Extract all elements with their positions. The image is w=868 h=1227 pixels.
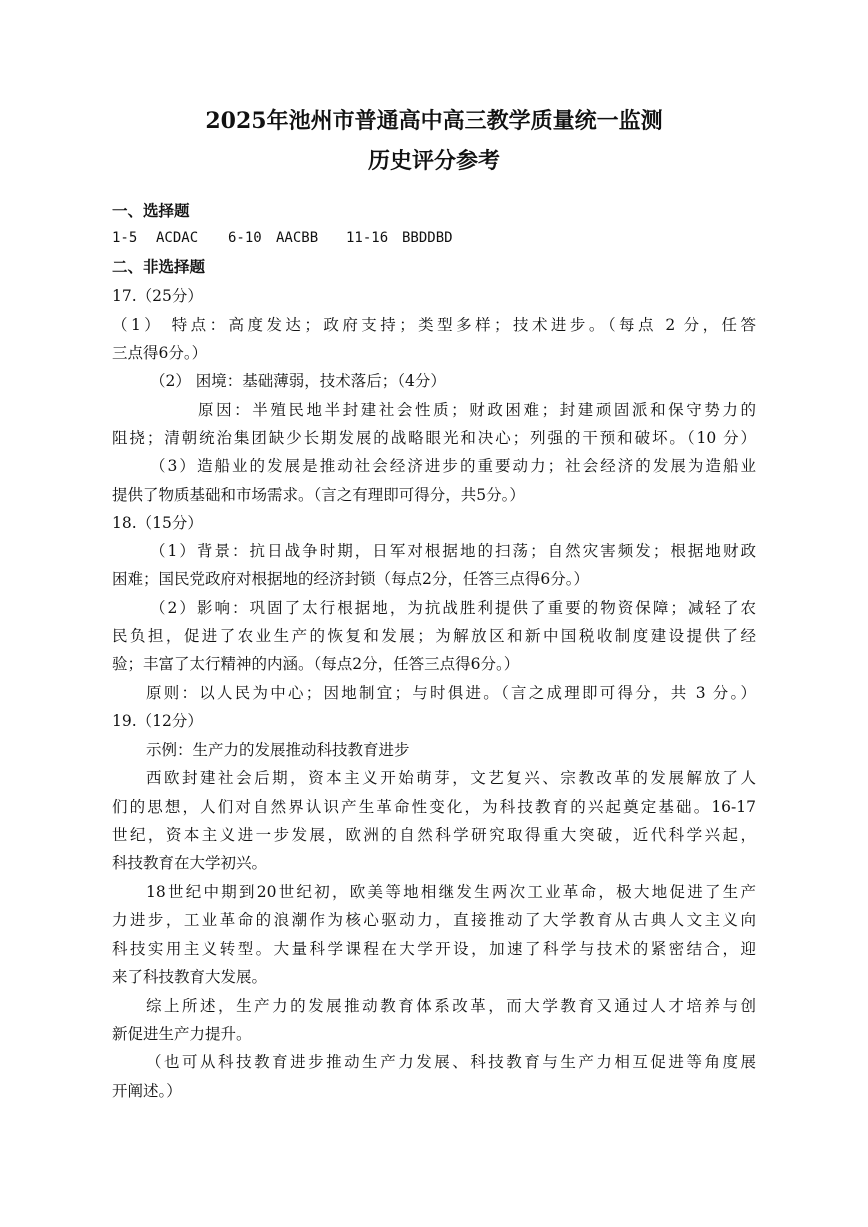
answer-range: 6-10	[228, 230, 262, 246]
answer-line: 原则：以人民为中心；因地制宜；与时俱进。（言之成理即可得分，共 3 分。）	[146, 684, 756, 702]
answer-line: （1） 特点：高度发达；政府支持；类型多样；技术进步。（每点 2 分，任答	[112, 316, 756, 334]
answer-letters: AACBB	[276, 230, 319, 246]
choice-answers-row	[112, 227, 453, 249]
section-heading-nonchoice: 二、非选择题	[112, 257, 206, 276]
answer-line: （3）造船业的发展是推动社会经济进步的重要动力；社会经济的发展为造船业	[150, 457, 756, 475]
answer-line: 西欧封建社会后期，资本主义开始萌芽，文艺复兴、宗教改革的发展解放了人	[146, 769, 756, 787]
answer-line: 们的思想，人们对自然界认识产生革命性变化，为科技教育的兴起奠定基础。16-17	[112, 798, 756, 816]
answer-line: （也可从科技教育进步推动生产力发展、科技教育与生产力相互促进等角度展	[146, 1053, 756, 1071]
answer-line: （2）影响：巩固了太行根据地，为抗战胜利提供了重要的物资保障；减轻了农	[150, 599, 756, 617]
answer-range: 1-5	[112, 230, 138, 246]
answer-line: （2） 困境：基础薄弱，技术落后；（4分）	[150, 372, 446, 390]
answer-line: 三点得6分。）	[112, 344, 208, 362]
answer-line: 科技实用主义转型。大量科学课程在大学开设，加速了科学与技术的紧密结合，迎	[112, 940, 756, 958]
answer-line: （1）背景：抗日战争时期，日军对根据地的扫荡；自然灾害频发；根据地财政	[150, 542, 756, 560]
question-18-heading: 18.（15分）	[112, 514, 203, 532]
answer-line: 来了科技教育大发展。	[112, 968, 268, 986]
answer-line: 开阐述。）	[112, 1082, 182, 1100]
answer-line: 18世纪中期到20世纪初，欧美等地相继发生两次工业革命，极大地促进了生产	[146, 883, 756, 901]
answer-letters: BBDDBD	[402, 230, 453, 246]
question-17-heading: 17.（25分）	[112, 287, 203, 305]
answer-line: 示例：生产力的发展推动科技教育进步	[146, 741, 410, 759]
question-19-heading: 19.（12分）	[112, 712, 203, 730]
answer-line: 提供了物质基础和市场需求。（言之有理即可得分，共5分。）	[112, 486, 525, 504]
answer-line: 民负担，促进了农业生产的恢复和发展；为解放区和新中国税收制度建设提供了经	[112, 627, 756, 645]
answer-line: 世纪，资本主义进一步发展，欧洲的自然科学研究取得重大突破，近代科学兴起，	[112, 826, 756, 844]
answer-range: 11-16	[346, 230, 389, 246]
answer-line: 力进步，工业革命的浪潮作为核心驱动力，直接推动了大学教育从古典人文主义向	[112, 911, 756, 929]
answer-line: 困难；国民党政府对根据地的经济封锁（每点2分，任答三点得6分。）	[112, 570, 589, 588]
answer-letters: ACDAC	[156, 230, 199, 246]
answer-line: 验；丰富了太行精神的内涵。（每点2分，任答三点得6分。）	[112, 655, 520, 673]
answer-line: 综上所述，生产力的发展推动教育体系改革，而大学教育又通过人才培养与创	[146, 997, 756, 1015]
page-title: 2025年池州市普通高中高三教学质量统一监测	[205, 108, 663, 134]
section-heading-choice: 一、选择题	[112, 201, 190, 220]
answer-line: 阻挠；清朝统治集团缺少长期发展的战略眼光和决心；列强的干预和破坏。（10 分）	[112, 429, 756, 447]
answer-line: 新促进生产力提升。	[112, 1025, 252, 1043]
answer-line: 原因：半殖民地半封建社会性质；财政困难；封建顽固派和保守势力的	[198, 401, 756, 419]
answer-line: 科技教育在大学初兴。	[112, 854, 268, 872]
page-subtitle: 历史评分参考	[367, 148, 500, 174]
